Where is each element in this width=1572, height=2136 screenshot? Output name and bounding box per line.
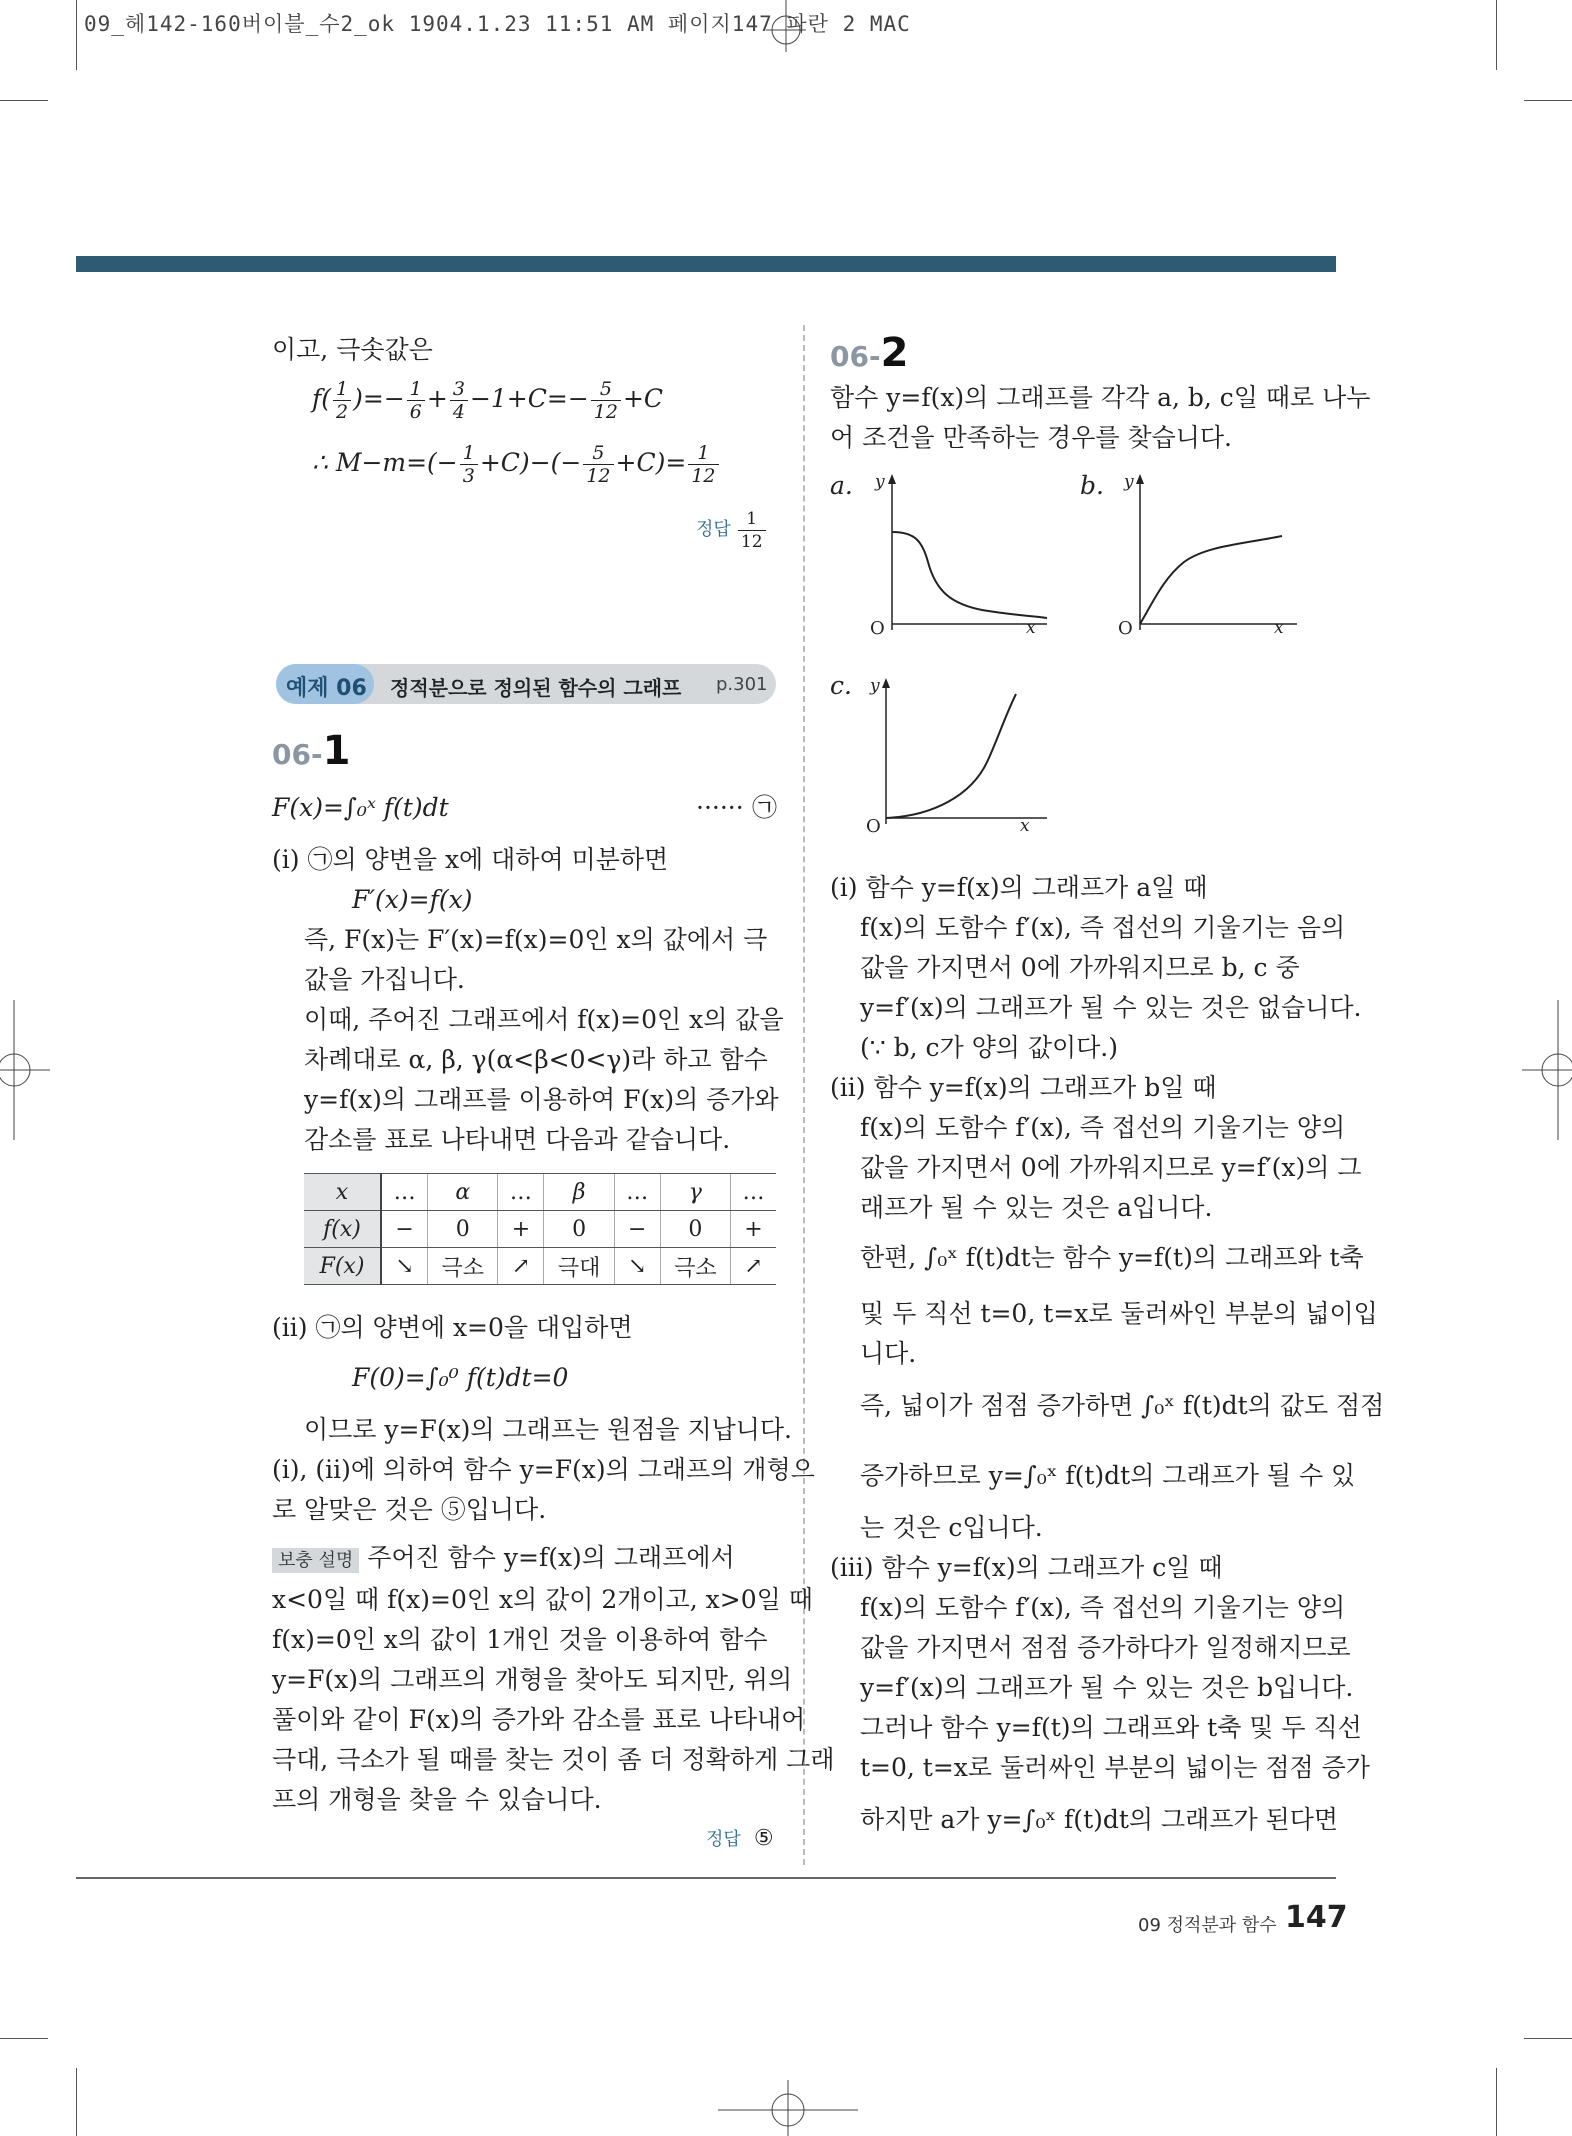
- table-cell: 극소: [660, 1248, 730, 1285]
- step-ii-eq: F(0)=∫₀⁰ f(t)dt=0: [352, 1363, 569, 1392]
- graph-c-y: y: [870, 676, 880, 696]
- section-06-1: 06-1: [272, 728, 351, 774]
- text-line: 및 두 직선 t=0, t=x로 둘러싸인 부분의 넓이입: [860, 1299, 1378, 1328]
- crop-mark: [76, 0, 77, 70]
- case-iii: (iii) 함수 y=f(x)의 그래프가 c일 때: [830, 1553, 1223, 1582]
- text-line: 이므로 y=F(x)의 그래프는 원점을 지납니다.: [304, 1415, 793, 1444]
- table-row: [304, 1174, 776, 1211]
- text-line: f(x)의 도함수 f′(x), 즉 접선의 기울기는 음의: [860, 913, 1346, 942]
- answer-1: 정답 $\frac{1}{12}$: [696, 508, 768, 553]
- text-line: y=f′(x)의 그래프가 될 수 있는 것은 없습니다.: [860, 993, 1362, 1022]
- page-number: 147: [1285, 1900, 1348, 1935]
- table-cell: β: [544, 1174, 614, 1211]
- text-line: x<0일 때 f(x)=0인 x의 값이 2개이고, x>0일 때: [272, 1585, 813, 1614]
- text-line: 는 것은 c입니다.: [860, 1513, 1043, 1542]
- graph-b-origin: O: [1118, 618, 1133, 639]
- step-i-eq: F′(x)=f(x): [352, 885, 473, 914]
- registration-mark-bottom: [718, 2080, 858, 2136]
- graph-b-y: y: [1124, 472, 1134, 492]
- table-cell: α: [428, 1174, 498, 1211]
- text-line: 차례대로 α, β, γ(α<β<0<γ)라 하고 함수: [304, 1045, 768, 1074]
- table-cell: …: [614, 1174, 660, 1211]
- text-line: (∵ b, c가 양의 값이다.): [860, 1033, 1118, 1062]
- table-cell: ↗: [731, 1248, 776, 1285]
- text-line: y=F(x)의 그래프의 개형을 찾아도 되지만, 위의: [272, 1665, 793, 1694]
- footer-rule: [76, 1877, 1336, 1879]
- table-cell: x: [304, 1174, 381, 1211]
- graph-b-label: b.: [1080, 471, 1104, 500]
- text-line: f(x)의 도함수 f′(x), 즉 접선의 기울기는 양의: [860, 1113, 1346, 1142]
- definition-dots: ······: [696, 793, 744, 822]
- graph-a-label: a.: [830, 471, 853, 500]
- text-line: 어 조건을 만족하는 경우를 찾습니다.: [830, 423, 1232, 452]
- graph-a-origin: O: [870, 618, 885, 639]
- table-row: [304, 1248, 776, 1285]
- text-line: 즉, F(x)는 F′(x)=f(x)=0인 x의 값에서 극: [304, 925, 768, 954]
- table-cell: ↘: [614, 1248, 660, 1285]
- table-cell: ↗: [498, 1248, 544, 1285]
- print-slug: 09_헤142-160버이블_수2_ok 1904.1.23 11:51 AM 페이지147 파란 2 MAC: [84, 12, 911, 36]
- graph-c-label: c.: [830, 671, 852, 700]
- crop-mark: [0, 2038, 48, 2039]
- graph-c-origin: O: [866, 816, 881, 837]
- table-cell: 0: [660, 1211, 730, 1248]
- text-line: f(x)의 도함수 f′(x), 즉 접선의 기울기는 양의: [860, 1593, 1346, 1622]
- note-tag: 보충 설명: [272, 1548, 359, 1573]
- graph-a: [862, 470, 1052, 650]
- crop-mark: [1524, 2038, 1572, 2039]
- text-line: 하지만 a가 y=∫₀ˣ f(t)dt의 그래프가 된다면: [860, 1805, 1339, 1834]
- text-line: 값을 가지면서 0에 가까워지므로 y=f′(x)의 그: [860, 1153, 1362, 1182]
- graph-c-x: x: [1020, 816, 1030, 836]
- example-page: p.301: [716, 674, 768, 695]
- table-cell: 극대: [544, 1248, 614, 1285]
- sign-table: [304, 1173, 776, 1285]
- table-cell: −: [381, 1211, 428, 1248]
- section-06-2: 06-2: [830, 330, 909, 376]
- table-cell: γ: [660, 1174, 730, 1211]
- table-cell: −: [614, 1211, 660, 1248]
- definition-eq: F(x)=∫₀ˣ f(t)dt: [272, 793, 449, 822]
- graph-a-y: y: [875, 472, 885, 492]
- text-line: 래프가 될 수 있는 것은 a입니다.: [860, 1193, 1213, 1222]
- definition-mark: ㉠: [752, 793, 778, 822]
- table-cell: ↘: [381, 1248, 428, 1285]
- text-line: (i), (ii)에 의하여 함수 y=F(x)의 그래프의 개형으: [272, 1455, 815, 1484]
- table-cell: f(x): [304, 1211, 381, 1248]
- crop-mark: [1496, 0, 1497, 70]
- text-line: 값을 가지면서 0에 가까워지므로 b, c 중: [860, 953, 1300, 982]
- example-title: 정적분으로 정의된 함수의 그래프: [390, 676, 682, 700]
- graph-b-x: x: [1274, 618, 1284, 638]
- equation-difference: ∴ M−m=(− $\frac{1}{3}$ +C)−(− $\frac{5}{12}$ +C)= $\frac{1}{12}$: [312, 442, 721, 487]
- case-i: (i) 함수 y=f(x)의 그래프가 a일 때: [830, 873, 1208, 902]
- text-line: y=f(x)의 그래프를 이용하여 F(x)의 증가와: [304, 1085, 779, 1114]
- table-cell: 극소: [428, 1248, 498, 1285]
- crop-mark: [1524, 100, 1572, 101]
- table-cell: F(x): [304, 1248, 381, 1285]
- equation-local-min: f( $\frac{1}{2}$ )=− $\frac{1}{6}$ + $\frac{3}{4}$ −1+C=− $\frac{5}{12}$ +C: [312, 378, 664, 423]
- registration-mark-left: [0, 1000, 50, 1140]
- table-row: [304, 1211, 776, 1248]
- text-line: t=0, t=x로 둘러싸인 부분의 넓이는 점점 증가: [860, 1753, 1370, 1782]
- text-line: 이때, 주어진 그래프에서 f(x)=0인 x의 값을: [304, 1005, 784, 1034]
- text-line: 증가하므로 y=∫₀ˣ f(t)dt의 그래프가 될 수 있: [860, 1461, 1356, 1490]
- table-cell: …: [731, 1174, 776, 1211]
- answer-2: 정답 ⑤: [706, 1826, 774, 1851]
- text-line: 풀이와 같이 F(x)의 증가와 감소를 표로 나타내어: [272, 1705, 806, 1734]
- case-ii: (ii) 함수 y=f(x)의 그래프가 b일 때: [830, 1073, 1217, 1102]
- table-cell: …: [381, 1174, 428, 1211]
- text-line: 니다.: [860, 1339, 917, 1368]
- table-cell: 0: [428, 1211, 498, 1248]
- text-line: 값을 가집니다.: [304, 965, 465, 994]
- step-i: (i) ㉠의 양변을 x에 대하여 미분하면: [272, 845, 669, 874]
- table-cell: +: [498, 1211, 544, 1248]
- text-line: f(x)=0인 x의 값이 1개인 것을 이용하여 함수: [272, 1625, 768, 1654]
- text-line: 한편, ∫₀ˣ f(t)dt는 함수 y=f(t)의 그래프와 t축: [860, 1243, 1364, 1272]
- step-ii: (ii) ㉠의 양변에 x=0을 대입하면: [272, 1313, 633, 1342]
- text-line: 그러나 함수 y=f(t)의 그래프와 t축 및 두 직선: [860, 1713, 1362, 1742]
- text-line: 로 알맞은 것은 ⑤입니다.: [272, 1495, 547, 1524]
- answer-label: 정답: [706, 1829, 741, 1850]
- text-line: 감소를 표로 나타내면 다음과 같습니다.: [304, 1125, 731, 1154]
- crop-mark: [76, 2068, 77, 2136]
- note-first-line: 보충 설명 주어진 함수 y=f(x)의 그래프에서: [272, 1538, 735, 1581]
- table-cell: +: [731, 1211, 776, 1248]
- intro-text: 이고, 극솟값은: [272, 335, 433, 364]
- crop-mark: [0, 100, 48, 101]
- crop-mark: [1496, 2068, 1497, 2136]
- footer-chapter: 09 정적분과 함수: [1138, 1915, 1277, 1936]
- text-line: 함수 y=f(x)의 그래프를 각각 a, b, c일 때로 나누: [830, 383, 1371, 412]
- registration-mark-right: [1522, 1000, 1572, 1140]
- text-line: 프의 개형을 찾을 수 있습니다.: [272, 1785, 602, 1814]
- header-band: [76, 256, 1336, 272]
- table-cell: 0: [544, 1211, 614, 1248]
- registration-mark-top: [758, 0, 814, 52]
- text-line: 값을 가지면서 점점 증가하다가 일정해지므로: [860, 1633, 1351, 1662]
- example-badge: 예제 06: [286, 676, 367, 701]
- text-line: 즉, 넓이가 점점 증가하면 ∫₀ˣ f(t)dt의 값도 점점: [860, 1391, 1385, 1420]
- text-line: y=f′(x)의 그래프가 될 수 있는 것은 b입니다.: [860, 1673, 1354, 1702]
- column-divider: [803, 325, 805, 1865]
- graph-a-x: x: [1026, 618, 1036, 638]
- table-cell: …: [498, 1174, 544, 1211]
- answer-label: 정답: [696, 519, 731, 540]
- text-line: 극대, 극소가 될 때를 찾는 것이 좀 더 정확하게 그래: [272, 1745, 835, 1774]
